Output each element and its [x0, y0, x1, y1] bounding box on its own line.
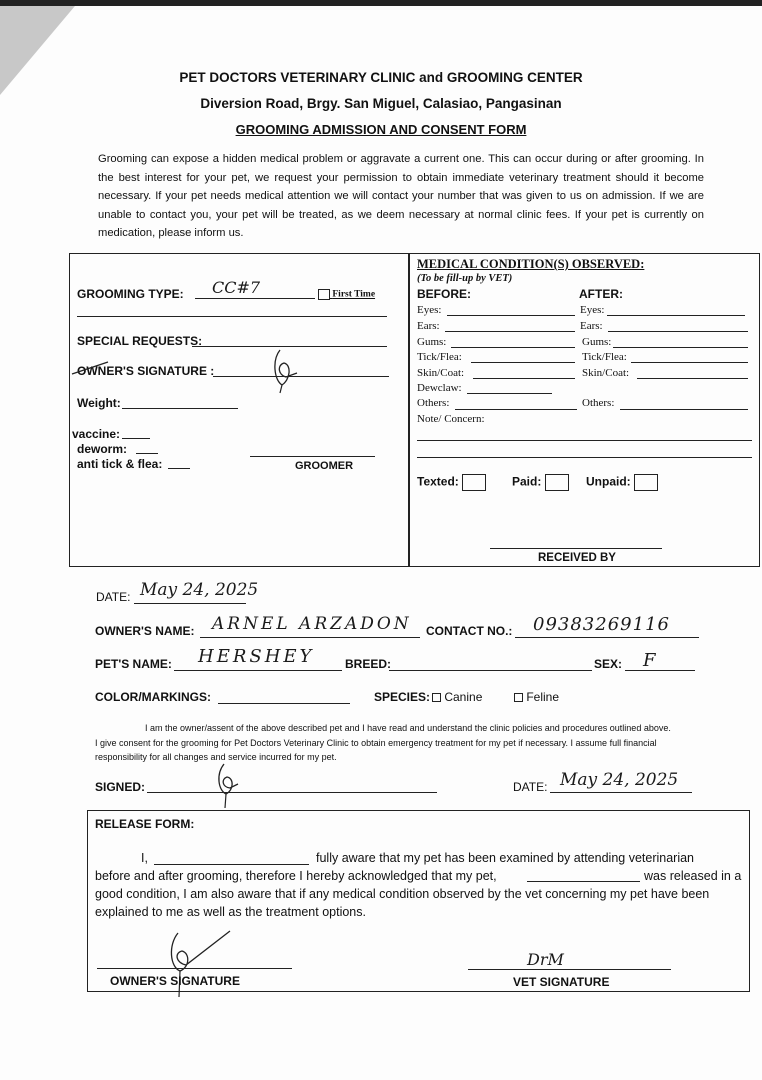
consent-line-2: I give consent for the grooming for Pet Doctors Veterinary Clinic to obtain emergency treatment for my pet if necessary. I assume full financial [95, 738, 657, 748]
consent-date-line[interactable] [550, 792, 692, 793]
release-text-2a: before and after grooming, therefore I hereby acknowledged that my pet, [95, 869, 497, 883]
owner-name-label: OWNER'S NAME: [95, 624, 195, 638]
after-ears-line[interactable] [608, 331, 748, 332]
sex-label: SEX: [594, 657, 623, 671]
owner-signature-checkmark [70, 358, 110, 378]
species-label: SPECIES: [374, 690, 431, 704]
breed-label: BREED: [345, 657, 392, 671]
after-gums-line[interactable] [613, 347, 748, 348]
before-gums-line[interactable] [451, 347, 575, 348]
after-skincoat-line[interactable] [637, 378, 748, 379]
after-others-line[interactable] [620, 409, 748, 410]
release-text-4: explained to me as well as the treatment options. [95, 905, 366, 919]
note-line-2[interactable] [417, 457, 752, 458]
after-tickflea-line[interactable] [631, 362, 748, 363]
pet-name-line[interactable] [174, 670, 342, 671]
before-label: BEFORE: [417, 287, 471, 301]
paid-label: Paid: [512, 474, 542, 489]
before-eyes-line[interactable] [447, 315, 575, 316]
texted-checkbox[interactable] [462, 474, 486, 491]
grooming-type-extra-line[interactable] [77, 316, 387, 317]
consent-date-label: DATE: [513, 780, 548, 794]
pet-name-label: PET'S NAME: [95, 657, 172, 671]
groomer-line[interactable] [250, 456, 375, 457]
release-i-label: I, [141, 851, 148, 865]
after-others: Others: [582, 397, 615, 409]
before-others-line[interactable] [455, 409, 577, 410]
first-time-checkbox[interactable] [318, 289, 330, 300]
owner-release-signature-mark [160, 925, 235, 1000]
after-label: AFTER: [579, 287, 623, 301]
before-others: Others: [417, 397, 450, 409]
contact-label: CONTACT NO.: [426, 624, 513, 638]
signed-line[interactable] [147, 792, 437, 793]
grooming-type-value: CC#7 [212, 278, 261, 297]
paid-option[interactable] [512, 474, 569, 491]
grooming-type-label: GROOMING TYPE: [77, 287, 184, 301]
date-value: May 24, 2025 [140, 580, 259, 600]
form-title: GROOMING ADMISSION AND CONSENT FORM [235, 122, 527, 137]
after-eyes: Eyes: [580, 304, 605, 316]
owner-signature-mark [262, 345, 302, 395]
unpaid-checkbox[interactable] [634, 474, 658, 491]
received-by-line[interactable] [490, 548, 662, 549]
before-ears: Ears: [417, 320, 440, 332]
unpaid-label: Unpaid: [586, 474, 631, 489]
date-line[interactable] [134, 603, 246, 604]
after-gums: Gums: [582, 336, 612, 348]
contact-line[interactable] [515, 637, 699, 638]
release-pet-line[interactable] [527, 881, 640, 882]
feline-label: Feline [526, 690, 560, 704]
after-skincoat: Skin/Coat: [582, 367, 630, 379]
owner-release-signature-label: OWNER'S SIGNATURE [110, 974, 240, 988]
consent-line-3: responsibility for all changes and service incurred for my pet. [95, 752, 337, 762]
color-markings-label: COLOR/MARKINGS: [95, 690, 211, 704]
sex-value: F [643, 650, 656, 671]
deworm-line[interactable] [136, 453, 158, 454]
texted-label: Texted: [417, 474, 459, 489]
consent-line-1: I am the owner/assent of the above described pet and I have read and understand the clinic policies and procedures outlined above. [145, 723, 671, 733]
note-line-1[interactable] [417, 440, 752, 441]
medical-subtitle: (To be fill-up by VET) [417, 273, 513, 284]
canine-label: Canine [444, 690, 483, 704]
release-text-2b: was released in a [644, 869, 742, 883]
first-time-option[interactable] [318, 289, 375, 300]
before-ears-line[interactable] [445, 331, 575, 332]
owner-signature-label: OWNER'S SIGNATURE : [77, 364, 215, 378]
pet-name-value: HERSHEY [198, 646, 315, 667]
received-by-label: RECEIVED BY [538, 552, 616, 564]
before-dewclaw-line[interactable] [467, 393, 552, 394]
weight-line[interactable] [122, 408, 238, 409]
paid-checkbox[interactable] [545, 474, 569, 491]
scan-top-edge [0, 0, 762, 6]
release-text-1: fully aware that my pet has been examined by attending veterinarian [316, 851, 695, 865]
release-title: RELEASE FORM: [95, 817, 195, 831]
vaccine-label: vaccine: [72, 427, 121, 441]
vet-signature-line[interactable] [468, 969, 671, 970]
before-skincoat-line[interactable] [473, 378, 575, 379]
before-gums: Gums: [417, 336, 447, 348]
special-requests-label: SPECIAL REQUESTS: [77, 334, 203, 348]
vaccine-line[interactable] [122, 438, 150, 439]
before-eyes: Eyes: [417, 304, 442, 316]
vet-signature-value: DrM [527, 950, 564, 969]
unpaid-option[interactable] [586, 474, 658, 491]
intro-paragraph: Grooming can expose a hidden medical problem or aggravate a current one. This can occur during or after grooming. In the best interest for your pet, we request your permission to obtain immediate veterinary treatment should it become necessary. If your pet needs medical attention we will contact your number that was given to us on admission. If we are unable to contact you, your pet will be treated, as we deem necessary at normal clinic fees. If your pet is currently on medication, please inform us. [98, 153, 704, 239]
after-ears: Ears: [580, 320, 603, 332]
consent-date-value: May 24, 2025 [560, 770, 679, 790]
vet-signature-label: VET SIGNATURE [513, 975, 610, 989]
species-feline-option[interactable] [514, 690, 559, 704]
first-time-label: First Time [332, 289, 376, 300]
color-markings-line[interactable] [218, 703, 350, 704]
release-name-line[interactable] [154, 864, 309, 865]
canine-checkbox[interactable] [432, 693, 441, 702]
breed-line[interactable] [389, 670, 592, 671]
weight-label: Weight: [77, 396, 121, 410]
texted-option[interactable] [417, 474, 486, 491]
signed-signature-mark [212, 760, 242, 810]
note-concern-label: Note/ Concern: [417, 413, 485, 425]
release-text-3: good condition, I am also aware that if any medical condition observed by the vet concerning my pet have been [95, 887, 710, 901]
before-tickflea: Tick/Flea: [417, 351, 462, 363]
medical-title: MEDICAL CONDITION(S) OBSERVED: [417, 257, 645, 271]
groomer-label: GROOMER [295, 460, 354, 472]
deworm-label: deworm: [77, 442, 128, 456]
before-dewclaw: Dewclaw: [417, 382, 462, 394]
antitick-label: anti tick & flea: [77, 457, 163, 471]
after-eyes-line[interactable] [607, 315, 745, 316]
clinic-address: Diversion Road, Brgy. San Miguel, Calasiao, Pangasinan [200, 96, 562, 111]
owner-name-value: ARNEL ARZADON [212, 614, 412, 634]
before-skincoat: Skin/Coat: [417, 367, 465, 379]
sex-line[interactable] [625, 670, 695, 671]
signed-label: SIGNED: [95, 780, 146, 794]
date-label: DATE: [96, 590, 131, 604]
feline-checkbox[interactable] [514, 693, 523, 702]
owner-name-line[interactable] [200, 637, 420, 638]
antitick-line[interactable] [168, 468, 190, 469]
species-canine-option[interactable] [432, 690, 482, 704]
before-tickflea-line[interactable] [471, 362, 575, 363]
contact-value: 09383269116 [533, 614, 670, 635]
grooming-type-line[interactable] [195, 298, 315, 299]
clinic-name: PET DOCTORS VETERINARY CLINIC and GROOMING CENTER [179, 70, 583, 85]
after-tickflea: Tick/Flea: [582, 351, 627, 363]
